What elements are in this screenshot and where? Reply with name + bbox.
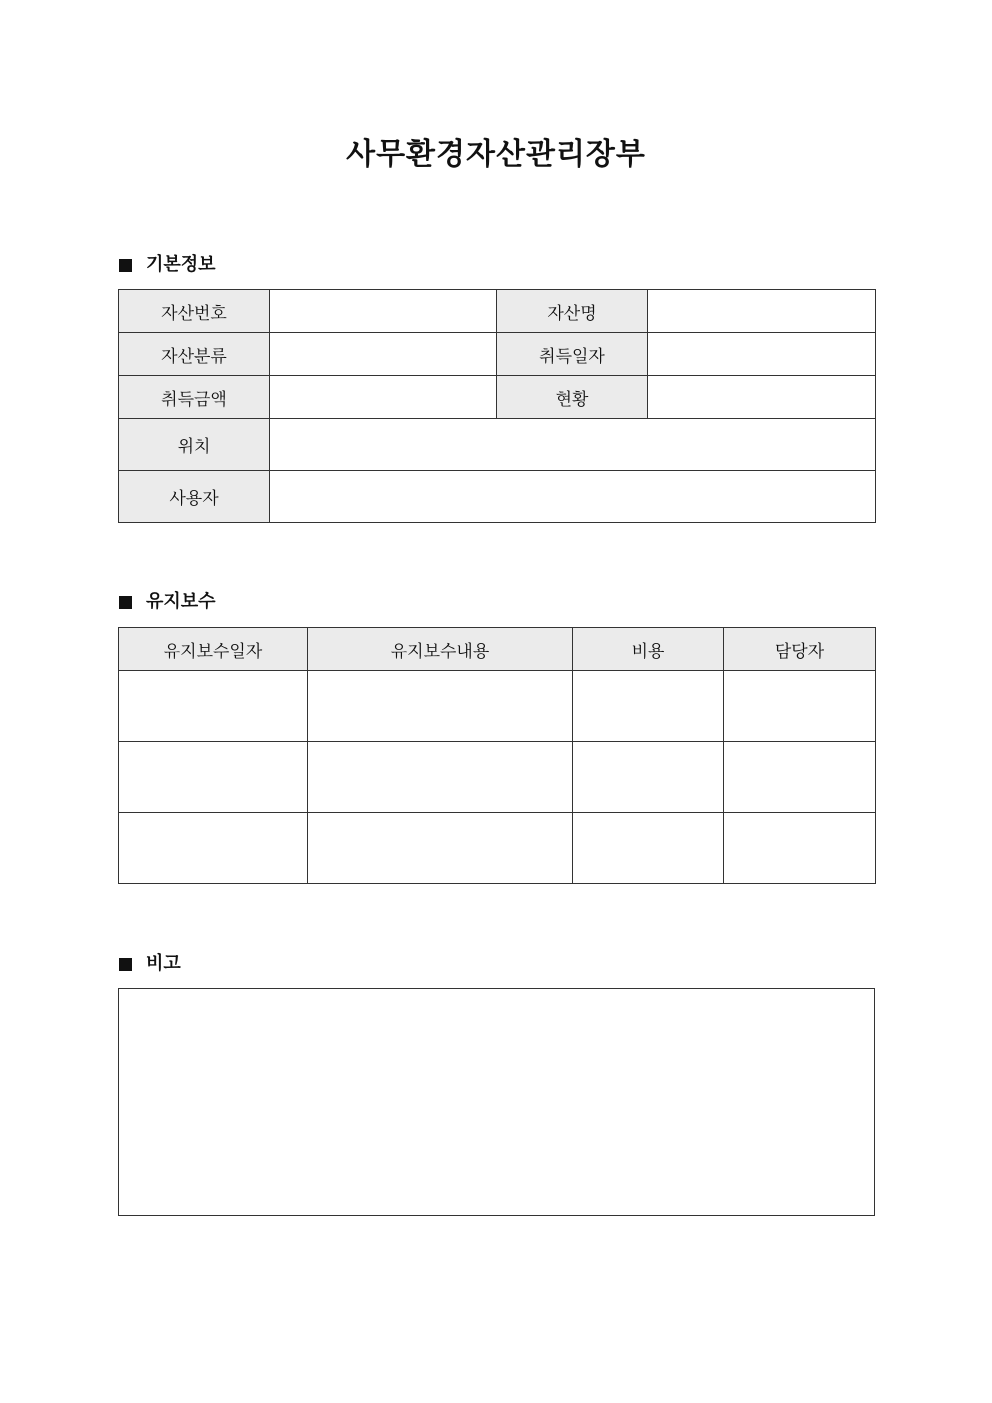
basic-info-heading-label: 기본정보 [146, 254, 216, 275]
table-row [119, 419, 876, 471]
square-bullet-icon [119, 596, 132, 609]
user-field[interactable] [270, 471, 876, 523]
maintenance-heading [119, 590, 216, 614]
asset-name-label: 자산명 [497, 290, 648, 333]
table-row [119, 813, 876, 884]
page-title: 사무환경자산관리장부 [346, 137, 646, 172]
column-header-person-in-charge: 담당자 [724, 628, 876, 671]
table-row [119, 376, 876, 419]
remarks-heading [119, 952, 181, 976]
asset-name-field[interactable] [648, 290, 876, 333]
remarks-field[interactable] [118, 988, 875, 1216]
basic-info-table [118, 289, 876, 523]
acquisition-amount-field[interactable] [270, 376, 497, 419]
square-bullet-icon [119, 958, 132, 971]
maintenance-table [118, 627, 876, 884]
asset-number-label: 자산번호 [119, 290, 270, 333]
table-row [119, 333, 876, 376]
location-label: 위치 [119, 419, 270, 471]
person-in-charge-cell[interactable] [724, 742, 876, 813]
user-label: 사용자 [119, 471, 270, 523]
cost-cell[interactable] [573, 813, 724, 884]
column-header-maintenance-content: 유지보수내용 [308, 628, 573, 671]
maintenance-content-cell[interactable] [308, 742, 573, 813]
square-bullet-icon [119, 259, 132, 272]
cost-cell[interactable] [573, 742, 724, 813]
cost-cell[interactable] [573, 671, 724, 742]
table-row [119, 742, 876, 813]
status-field[interactable] [648, 376, 876, 419]
table-row [119, 290, 876, 333]
maintenance-date-cell[interactable] [119, 671, 308, 742]
maintenance-heading-label: 유지보수 [146, 591, 216, 612]
person-in-charge-cell[interactable] [724, 813, 876, 884]
remarks-heading-label: 비고 [146, 953, 181, 974]
maintenance-content-cell[interactable] [308, 671, 573, 742]
column-header-cost: 비용 [573, 628, 724, 671]
maintenance-content-cell[interactable] [308, 813, 573, 884]
acquisition-amount-label: 취득금액 [119, 376, 270, 419]
asset-number-field[interactable] [270, 290, 497, 333]
table-header-row [119, 628, 876, 671]
asset-category-field[interactable] [270, 333, 497, 376]
location-field[interactable] [270, 419, 876, 471]
person-in-charge-cell[interactable] [724, 671, 876, 742]
acquisition-date-field[interactable] [648, 333, 876, 376]
table-row [119, 671, 876, 742]
maintenance-date-cell[interactable] [119, 742, 308, 813]
maintenance-date-cell[interactable] [119, 813, 308, 884]
table-row [119, 471, 876, 523]
column-header-maintenance-date: 유지보수일자 [119, 628, 308, 671]
status-label: 현황 [497, 376, 648, 419]
basic-info-heading [119, 253, 216, 277]
asset-category-label: 자산분류 [119, 333, 270, 376]
acquisition-date-label: 취득일자 [497, 333, 648, 376]
